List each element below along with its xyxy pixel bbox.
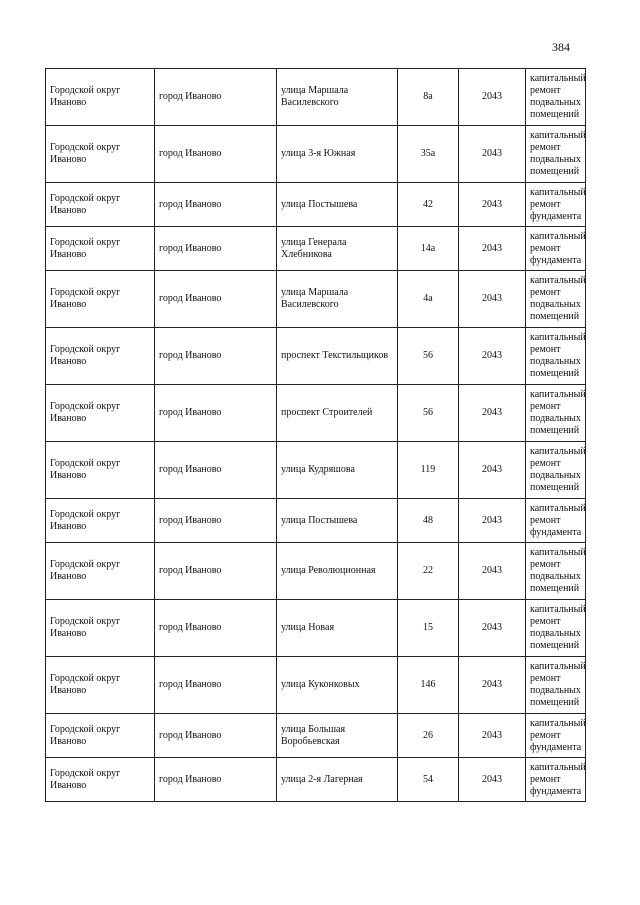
table-body — [46, 69, 586, 802]
work-type-cell: капитальный ремонт подвальных помещений — [526, 126, 586, 183]
work-type-cell: капитальный ремонт подвальных помещений — [526, 271, 586, 328]
house-number-cell: 22 — [398, 543, 459, 600]
city-cell: город Иваново — [155, 271, 277, 328]
house-number-cell: 15 — [398, 600, 459, 657]
city-cell: город Иваново — [155, 69, 277, 126]
work-type-cell: капитальный ремонт фундамента — [526, 227, 586, 271]
work-type-cell: капитальный ремонт фундамента — [526, 183, 586, 227]
city-cell: город Иваново — [155, 714, 277, 758]
district-cell: Городской округ Иваново — [46, 69, 155, 126]
city-cell: город Иваново — [155, 600, 277, 657]
district-cell: Городской округ Иваново — [46, 227, 155, 271]
year-cell: 2043 — [459, 543, 526, 600]
work-type-cell: капитальный ремонт подвальных помещений — [526, 442, 586, 499]
street-cell: улица Маршала Василевского — [277, 271, 398, 328]
work-type-cell: капитальный ремонт подвальных помещений — [526, 69, 586, 126]
table-row — [46, 271, 586, 328]
table-row — [46, 543, 586, 600]
table-row — [46, 385, 586, 442]
district-cell: Городской округ Иваново — [46, 442, 155, 499]
house-number-cell: 56 — [398, 328, 459, 385]
street-cell: улица Кудряшова — [277, 442, 398, 499]
table-row — [46, 227, 586, 271]
house-number-cell: 54 — [398, 758, 459, 802]
table-row — [46, 600, 586, 657]
district-cell: Городской округ Иваново — [46, 183, 155, 227]
year-cell: 2043 — [459, 657, 526, 714]
city-cell: город Иваново — [155, 758, 277, 802]
work-type-cell: капитальный ремонт фундамента — [526, 758, 586, 802]
district-cell: Городской округ Иваново — [46, 543, 155, 600]
city-cell: город Иваново — [155, 543, 277, 600]
district-cell: Городской округ Иваново — [46, 328, 155, 385]
district-cell: Городской округ Иваново — [46, 758, 155, 802]
house-number-cell: 119 — [398, 442, 459, 499]
table-row — [46, 442, 586, 499]
table-row — [46, 183, 586, 227]
year-cell: 2043 — [459, 714, 526, 758]
house-number-cell: 14а — [398, 227, 459, 271]
table-row — [46, 69, 586, 126]
district-cell: Городской округ Иваново — [46, 126, 155, 183]
street-cell: улица Революционная — [277, 543, 398, 600]
year-cell: 2043 — [459, 271, 526, 328]
street-cell: улица 3-я Южная — [277, 126, 398, 183]
district-cell: Городской округ Иваново — [46, 385, 155, 442]
city-cell: город Иваново — [155, 385, 277, 442]
street-cell: улица Генерала Хлебникова — [277, 227, 398, 271]
year-cell: 2043 — [459, 328, 526, 385]
table-row — [46, 499, 586, 543]
year-cell: 2043 — [459, 227, 526, 271]
district-cell: Городской округ Иваново — [46, 714, 155, 758]
street-cell: улица Постышева — [277, 183, 398, 227]
year-cell: 2043 — [459, 499, 526, 543]
district-cell: Городской округ Иваново — [46, 600, 155, 657]
city-cell: город Иваново — [155, 183, 277, 227]
table-row — [46, 328, 586, 385]
year-cell: 2043 — [459, 69, 526, 126]
district-cell: Городской округ Иваново — [46, 657, 155, 714]
city-cell: город Иваново — [155, 442, 277, 499]
city-cell: город Иваново — [155, 328, 277, 385]
city-cell: город Иваново — [155, 499, 277, 543]
street-cell: улица 2-я Лагерная — [277, 758, 398, 802]
table-row — [46, 126, 586, 183]
year-cell: 2043 — [459, 183, 526, 227]
street-cell: улица Маршала Василевского — [277, 69, 398, 126]
house-number-cell: 35а — [398, 126, 459, 183]
work-type-cell: капитальный ремонт фундамента — [526, 499, 586, 543]
house-number-cell: 4а — [398, 271, 459, 328]
work-type-cell: капитальный ремонт подвальных помещений — [526, 385, 586, 442]
work-type-cell: капитальный ремонт подвальных помещений — [526, 328, 586, 385]
street-cell: улица Большая Воробьевская — [277, 714, 398, 758]
city-cell: город Иваново — [155, 657, 277, 714]
street-cell: улица Новая — [277, 600, 398, 657]
table-row — [46, 657, 586, 714]
city-cell: город Иваново — [155, 126, 277, 183]
house-number-cell: 8а — [398, 69, 459, 126]
year-cell: 2043 — [459, 126, 526, 183]
work-type-cell: капитальный ремонт подвальных помещений — [526, 657, 586, 714]
street-cell: улица Постышева — [277, 499, 398, 543]
year-cell: 2043 — [459, 758, 526, 802]
page-number: 384 — [552, 40, 570, 54]
work-type-cell: капитальный ремонт подвальных помещений — [526, 543, 586, 600]
district-cell: Городской округ Иваново — [46, 271, 155, 328]
district-cell: Городской округ Иваново — [46, 499, 155, 543]
house-number-cell: 56 — [398, 385, 459, 442]
street-cell: проспект Строителей — [277, 385, 398, 442]
street-cell: улица Куконковых — [277, 657, 398, 714]
house-number-cell: 146 — [398, 657, 459, 714]
housing-repair-table — [45, 68, 586, 802]
year-cell: 2043 — [459, 600, 526, 657]
work-type-cell: капитальный ремонт фундамента — [526, 714, 586, 758]
city-cell: город Иваново — [155, 227, 277, 271]
street-cell: проспект Текстильщиков — [277, 328, 398, 385]
table-row — [46, 714, 586, 758]
house-number-cell: 42 — [398, 183, 459, 227]
year-cell: 2043 — [459, 442, 526, 499]
house-number-cell: 48 — [398, 499, 459, 543]
house-number-cell: 26 — [398, 714, 459, 758]
year-cell: 2043 — [459, 385, 526, 442]
work-type-cell: капитальный ремонт подвальных помещений — [526, 600, 586, 657]
table-row — [46, 758, 586, 802]
